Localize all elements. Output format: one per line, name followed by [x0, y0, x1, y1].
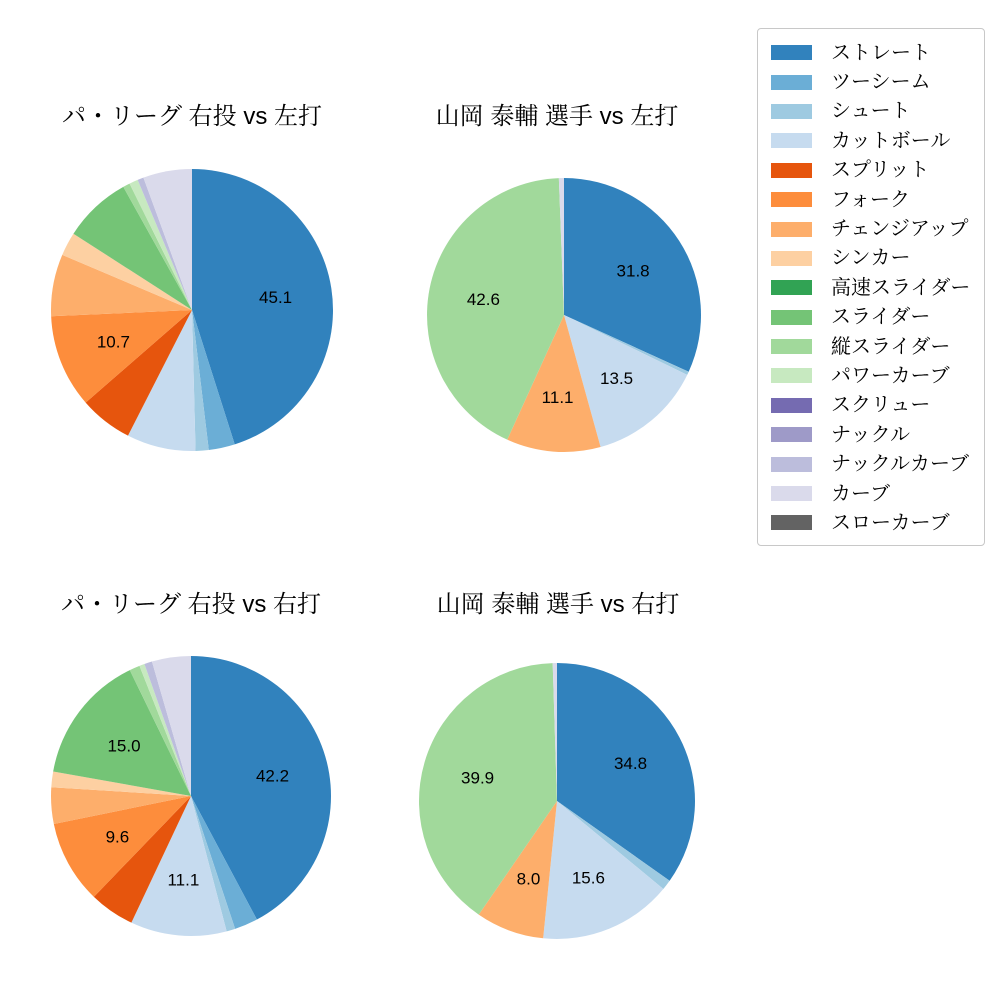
legend-item: [758, 185, 984, 214]
legend-label: カーブ: [831, 482, 890, 505]
legend-label: シンカー: [831, 247, 911, 270]
chart-title-yamaoka-vs-right-batter: 山岡 泰輔 選手 vs 右打: [436, 591, 680, 618]
slice-value-label: 13.5: [600, 369, 634, 389]
slice-value-label: 9.6: [105, 827, 130, 847]
legend-color-swatch: [771, 398, 812, 413]
slice-value-label: 39.9: [461, 768, 495, 788]
legend-item: [758, 449, 984, 478]
legend-label: 縦スライダー: [831, 335, 951, 358]
legend-item: [758, 214, 984, 243]
legend-color-swatch: [771, 75, 812, 90]
legend-label: ナックルカーブ: [831, 453, 969, 476]
slice-value-label: 34.8: [613, 753, 648, 773]
legend-color-swatch: [771, 427, 812, 442]
chart-title-pa-league-vs-left-batter: パ・リーグ 右投 vs 左打: [61, 103, 322, 130]
legend-color-swatch: [771, 515, 812, 530]
legend-color-swatch: [771, 251, 812, 266]
legend-label: カットボール: [831, 129, 951, 152]
slice-value-label: 31.8: [616, 261, 650, 281]
slice-value-label: 15.0: [107, 736, 141, 756]
legend-color-swatch: [771, 280, 812, 295]
legend-label: スプリット: [831, 159, 930, 182]
legend-label: スクリュー: [831, 394, 931, 417]
legend-item: [758, 67, 984, 96]
legend-color-swatch: [771, 339, 812, 354]
legend-label: ナックル: [831, 423, 910, 446]
slice-value-label: 11.1: [541, 387, 574, 407]
slice-value-label: 11.1: [167, 870, 200, 890]
slice-value-label: 42.2: [255, 766, 290, 786]
chart-title-yamaoka-vs-left-batter: 山岡 泰輔 選手 vs 左打: [435, 103, 679, 130]
legend-item: [758, 479, 984, 508]
legend-label: パワーカーブ: [831, 364, 950, 387]
legend-label: スローカーブ: [831, 511, 950, 534]
legend-label: ツーシーム: [831, 71, 931, 94]
legend-label: チェンジアップ: [831, 218, 969, 241]
legend-item: [758, 244, 984, 273]
legend-color-swatch: [771, 368, 812, 383]
chart-title-pa-league-vs-right-batter: パ・リーグ 右投 vs 右打: [60, 591, 321, 618]
legend-item: [758, 126, 984, 155]
legend-label: フォーク: [831, 188, 910, 211]
pie-chart-pa-league-vs-right-batter: [46, 651, 336, 941]
legend-color-swatch: [771, 104, 812, 119]
legend-color-swatch: [771, 192, 812, 207]
legend-label: シュート: [831, 100, 911, 123]
legend-color-swatch: [771, 457, 812, 472]
legend-color-swatch: [771, 222, 812, 237]
legend-label: スライダー: [831, 306, 931, 329]
legend-item: [758, 38, 984, 67]
legend-item: [758, 303, 984, 332]
legend-color-swatch: [771, 163, 812, 178]
legend: [757, 28, 985, 546]
legend-label: 高速スライダー: [831, 276, 971, 299]
pie-chart-yamaoka-vs-right-batter: [412, 656, 702, 946]
slice-value-label: 8.0: [516, 869, 541, 889]
legend-item: [758, 420, 984, 449]
slice-value-label: 15.6: [571, 868, 605, 888]
legend-color-swatch: [771, 133, 812, 148]
legend-item: [758, 97, 984, 126]
legend-color-swatch: [771, 486, 812, 501]
slice-value-label: 45.1: [259, 287, 293, 307]
pie-chart-pa-league-vs-left-batter: [47, 165, 337, 455]
legend-item: [758, 361, 984, 390]
pie-chart-yamaoka-vs-left-batter: [419, 170, 709, 460]
slice-value-label: 42.6: [466, 290, 500, 310]
legend-color-swatch: [771, 310, 812, 325]
legend-item: [758, 508, 984, 537]
legend-item: [758, 273, 984, 302]
legend-item: [758, 156, 984, 185]
legend-item: [758, 391, 984, 420]
slice-value-label: 10.7: [96, 332, 130, 352]
legend-color-swatch: [771, 45, 812, 60]
legend-item: [758, 332, 984, 361]
legend-label: ストレート: [831, 41, 931, 64]
